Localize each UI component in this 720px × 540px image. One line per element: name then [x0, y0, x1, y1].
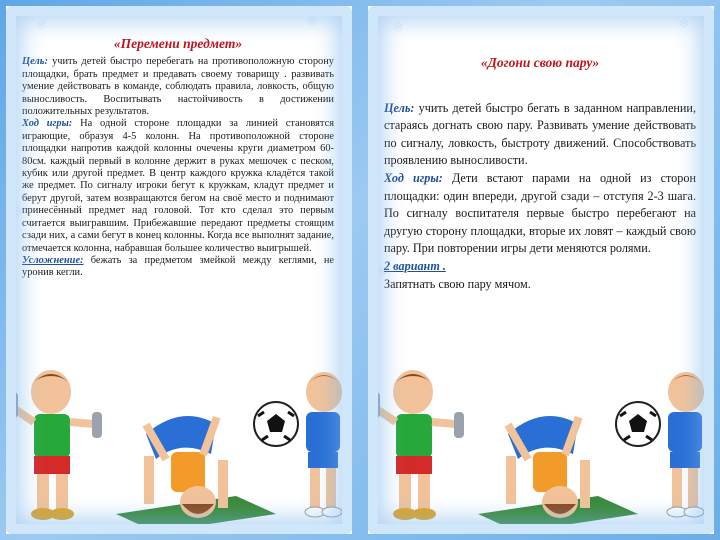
variant-label: 2 вариант .: [384, 258, 446, 273]
left-card-content: [22, 38, 334, 280]
left-card: [6, 6, 352, 534]
process-paragraph: [384, 170, 696, 258]
complication-label: Усложнение:: [22, 254, 84, 266]
soccer-ball-icon: [254, 402, 298, 446]
right-card-title: «Догони свою пару»: [480, 55, 600, 70]
goal-paragraph: [384, 100, 696, 170]
snowflake-icon: ❄: [306, 15, 318, 30]
process-text: Дети встают парами на одной из сторон площадки: один впереди, другой сзади – отступя 2-3 шага. По сигналу воспитателя первые быстро перебегают на другую сторону площадки, вторые их ловят – каждый свою пару. При повторении игры дети меняются ролями.: [384, 170, 696, 256]
snowflake-icon: ❄: [678, 17, 690, 32]
goal-text: учить детей быстро бегать в заданном направлении, стараясь догнать свою пару. Развивать умение действовать по сигналу, ловкость, быстроту движений. Способствовать проявлению выносливости.: [384, 100, 696, 168]
process-text: На одной стороне площадки за линией становятся играющие, образуя 4-5 колонн. На противоположной стороне площадки напротив каждой колонны очечены круги диаметром 60-80см. каждый первый в колонне держит в руках мешочек с песком, кубик или другой предмет. В центр каждого кружка кладётся такой же предмет. По сигналу игроки бегут к кружкам, кладут предмет и берут другой, затем возвращаются бегом на своё место и поднимают принесённый предмет над головой. Тот кто сделал это первым считается выигравшим. Прибежавшие передают предметы стоящим сзади них, а сами бегут в конец колонны. Когда все выполнят задание, отмечается колонна, набравшая большее количество выигрышей.: [22, 118, 334, 254]
complication-text: бежать за предметом змейкой между кеглями, не уронив кегли.: [22, 254, 334, 279]
right-card-content: [384, 54, 696, 293]
boy-bending-figure: [143, 416, 228, 518]
goal-label: Цель:: [384, 100, 415, 115]
boy-running-figure: [305, 372, 342, 517]
goal-label: Цель:: [22, 56, 48, 68]
right-card: [368, 6, 714, 534]
goal-text: учить детей быстро перебегать на противоположную сторону площадки, брать предмет и предавать своему товарищу . развивать умение действовать в команде, соблюдать правила, ловкость, общую выносливость. Воспитывать настойчивость в достижении положительных результатов.: [22, 56, 334, 118]
goal-paragraph: [22, 56, 334, 118]
boy-bending-figure: [505, 416, 590, 518]
snowflake-icon: ❄: [392, 21, 404, 36]
process-paragraph: [22, 118, 334, 254]
complication-paragraph: [22, 255, 334, 280]
snowflake-icon: ❄: [36, 19, 48, 34]
process-label: Ход игры:: [384, 170, 443, 185]
boy-dumbbells-figure: [8, 370, 102, 520]
soccer-ball-icon: [616, 402, 660, 446]
boy-running-figure: [667, 372, 704, 517]
children-illustration: [368, 364, 714, 534]
boy-dumbbells-figure: [370, 370, 464, 520]
children-illustration: [6, 364, 352, 534]
left-card-title: «Перемени предмет»: [113, 36, 243, 51]
variant-text: Запятнать свою пару мячом.: [384, 276, 531, 291]
variant-heading: [384, 258, 696, 276]
snowflake-icon: ❄: [12, 205, 24, 220]
snowflake-icon: ❄: [376, 265, 388, 280]
process-label: Ход игры:: [22, 118, 73, 130]
